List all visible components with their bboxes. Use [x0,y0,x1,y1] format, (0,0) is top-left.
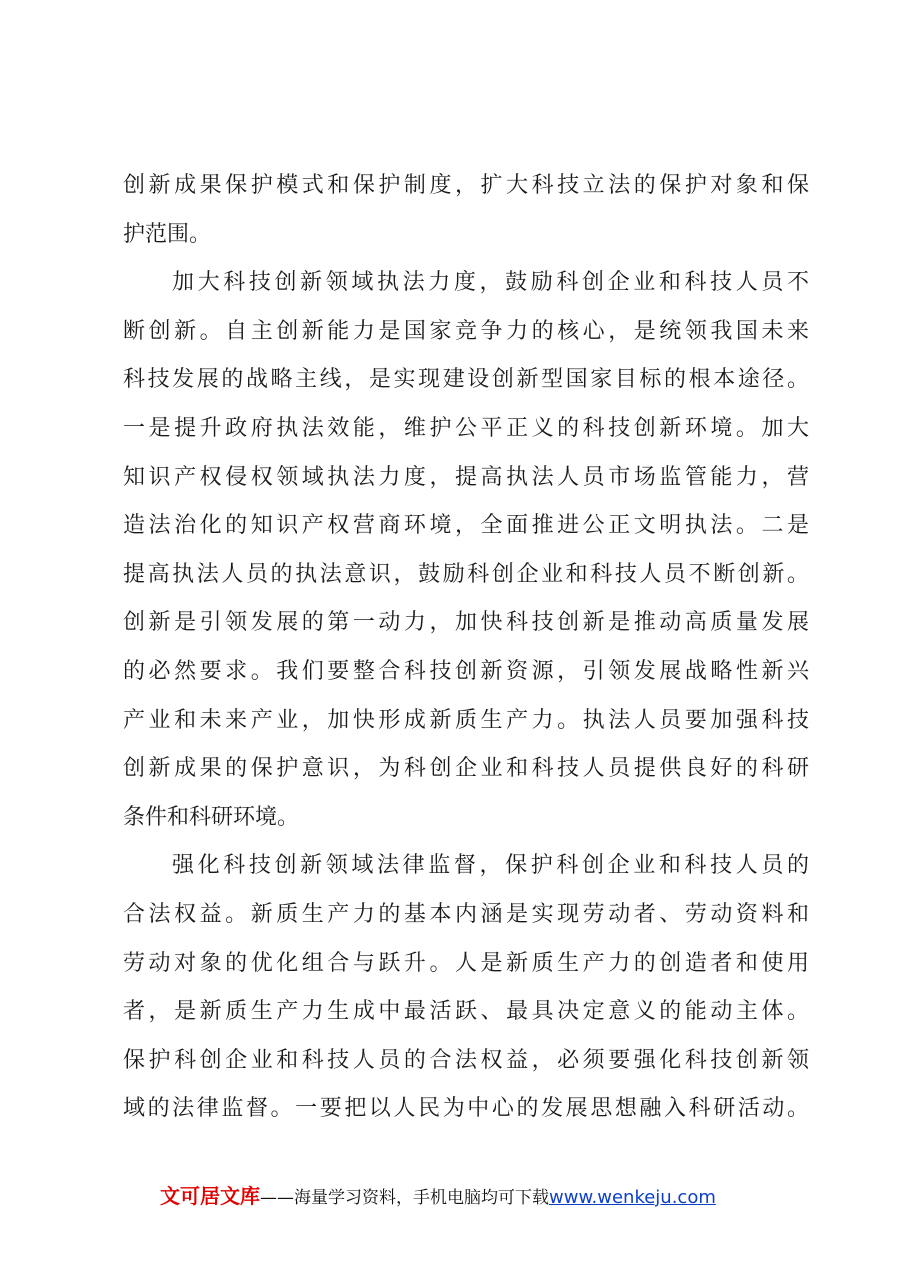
text-line: 造法治化的知识产权营商环境，全面推进公正文明执法。二是 [123,513,809,539]
text-line: 创新成果的保护意识，为科创企业和科技人员提供良好的科研 [123,756,809,782]
text-line: 保护科创企业和科技人员的合法权益，必须要强化科技创新领 [123,1047,809,1073]
text-line: 的必然要求。我们要整合科技创新资源，引领发展战略性新兴 [123,658,809,684]
document-body [123,162,809,1134]
text-line: 劳动对象的优化组合与跃升。人是新质生产力的创造者和使用 [123,950,809,976]
brand-name: 文可居文库 [160,1184,260,1208]
footer-tagline: ——海量学习资料，手机电脑均可下载 [260,1188,549,1208]
text-line: 条件和科研环境。 [123,804,300,830]
text-line: 科技发展的战略主线，是实现建设创新型国家目标的根本途径。 [123,367,809,393]
text-line: 创新是引领发展的第一动力，加快科技创新是推动高质量发展 [123,610,809,636]
text-line: 域的法律监督。一要把以人民为中心的发展思想融入科研活动。 [123,1096,809,1122]
text-line: 合法权益。新质生产力的基本内涵是实现劳动者、劳动资料和 [123,901,809,927]
text-line: 创新成果保护模式和保护制度，扩大科技立法的保护对象和保 [123,173,809,198]
text-line: 护范围。 [123,221,212,247]
paragraph-start-line: 强化科技创新领域法律监督，保护科创企业和科技人员的 [172,853,809,879]
text-line: 知识产权侵权领域执法力度，提高执法人员市场监管能力，营 [123,464,809,490]
website-link[interactable]: www.wenkeju.com [549,1187,716,1208]
text-line: 一是提升政府执法效能，维护公平正义的科技创新环境。加大 [123,415,809,441]
text-line: 提高执法人员的执法意识，鼓励科创企业和科技人员不断创新。 [123,561,809,587]
text-line: 断创新。自主创新能力是国家竞争力的核心，是统领我国未来 [123,318,809,344]
footer-banner [160,1180,780,1214]
text-line: 产业和未来产业，加快形成新质生产力。执法人员要加强科技 [123,707,809,733]
text-line: 者，是新质生产力生成中最活跃、最具决定意义的能动主体。 [123,999,809,1025]
paragraph-start-line: 加大科技创新领域执法力度，鼓励科创企业和科技人员不 [172,270,809,296]
